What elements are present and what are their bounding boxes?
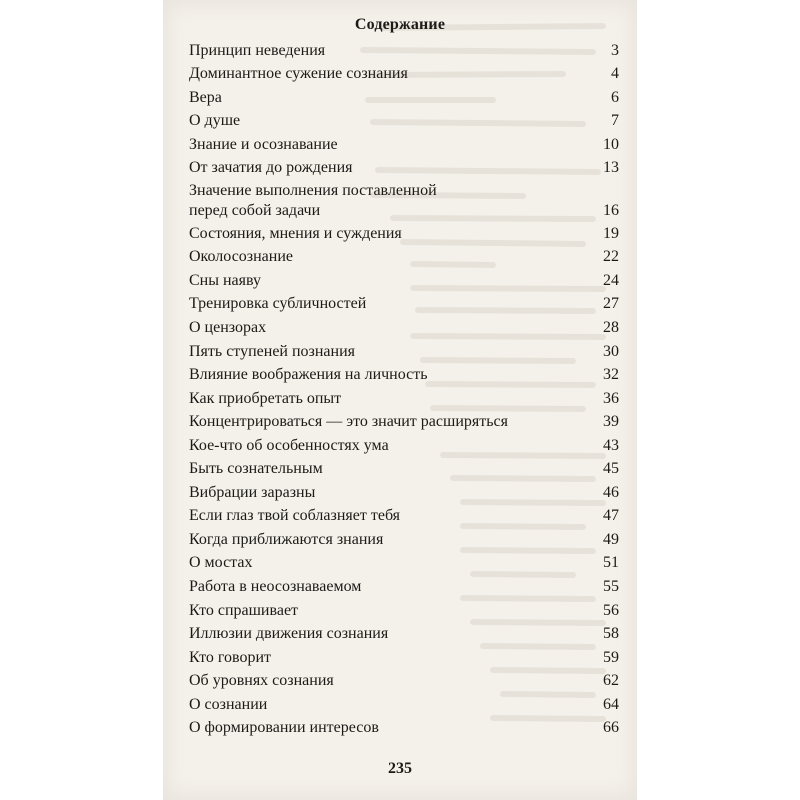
toc-entry	[189, 457, 619, 481]
toc-entry-page: 43	[603, 436, 619, 454]
toc-entry-page: 27	[603, 295, 619, 313]
toc-entry-page: 66	[603, 719, 619, 737]
toc-entry-title: Влияние воображения на личность	[189, 366, 428, 384]
toc-entry-page: 46	[603, 483, 619, 501]
toc-entry-title: Знание и осознавание	[189, 135, 338, 153]
toc-entry	[189, 504, 619, 528]
toc-entry	[189, 574, 619, 598]
toc-entry-page: 39	[603, 413, 619, 431]
toc-entry-page: 22	[603, 248, 619, 266]
toc-entry-page: 32	[603, 366, 619, 384]
toc-entry-page: 28	[603, 319, 619, 337]
toc-entry	[189, 645, 619, 669]
toc-entry-title: О сознании	[189, 695, 268, 713]
toc-entry	[189, 692, 619, 716]
toc-entry-page: 59	[603, 648, 619, 666]
toc-entry-title: Как приобретать опыт	[189, 389, 342, 407]
toc-entry	[189, 598, 619, 622]
toc-entry-title: Об уровнях сознания	[189, 672, 334, 690]
toc-entry-page: 6	[611, 88, 619, 106]
toc-entry-page: 51	[603, 554, 619, 572]
toc-entry	[189, 551, 619, 575]
toc-entry	[189, 527, 619, 551]
toc-entry-page: 55	[603, 578, 619, 596]
toc-entry-title: Кто говорит	[189, 648, 272, 666]
toc-entry	[189, 109, 619, 133]
toc-entry-title: О душе	[189, 112, 241, 130]
toc-entry-title: О цензорах	[189, 319, 267, 337]
toc-entry-title: Быть сознательным	[189, 460, 323, 478]
toc-entry-page: 30	[603, 342, 619, 360]
page-title: Содержание	[354, 16, 446, 33]
toc-entry-title: Концентрироваться — это значит расширяться	[189, 413, 508, 431]
toc-entry-page: 24	[603, 271, 619, 289]
toc-entry-title: Значение выполнения поставленной перед собой задачи	[189, 182, 437, 220]
toc-entry-page: 56	[603, 601, 619, 619]
toc-entry-page: 58	[603, 625, 619, 643]
toc-entry-title: Пять ступеней познания	[189, 342, 356, 360]
toc-entry	[189, 85, 619, 109]
toc-entry	[189, 245, 619, 269]
toc-entry	[189, 38, 619, 62]
toc-entry-page: 3	[611, 41, 619, 59]
toc-entry-title: Принцип неведения	[189, 41, 326, 59]
toc-entry	[189, 480, 619, 504]
toc-entry-title: Вера	[189, 88, 222, 106]
toc-entry-title: Иллюзии движения сознания	[189, 625, 389, 643]
toc-entry-page: 10	[603, 135, 619, 153]
toc-entry-title: Кто спрашивает	[189, 601, 299, 619]
toc-entry-page: 36	[603, 389, 619, 407]
toc-entry-title: Сны наяву	[189, 271, 262, 289]
toc-entry-page: 19	[603, 224, 619, 242]
toc-entry-page: 13	[603, 159, 619, 177]
toc-entry	[189, 221, 619, 245]
toc-entry	[189, 292, 619, 316]
toc-entry-title: О формировании интересов	[189, 719, 379, 737]
toc-entry	[189, 669, 619, 693]
toc-entry	[189, 179, 619, 221]
toc-entry	[189, 268, 619, 292]
toc-entry-title: От зачатия до рождения	[189, 159, 353, 177]
toc-entry	[189, 132, 619, 156]
toc-entry-page: 16	[603, 202, 619, 220]
toc-entry-page: 49	[603, 530, 619, 548]
toc-entry	[189, 386, 619, 410]
toc-entry-page: 7	[611, 112, 619, 130]
toc-entry-title: Когда приближаются знания	[189, 530, 384, 548]
toc-entry-title: Кое-что об особенностях ума	[189, 436, 389, 454]
toc-entry-page: 62	[603, 672, 619, 690]
toc-entry	[189, 433, 619, 457]
toc-entry-title: О мостах	[189, 554, 253, 572]
toc-entry-page: 64	[603, 695, 619, 713]
toc-entry-title: Вибрации заразны	[189, 483, 316, 501]
toc-entry	[189, 363, 619, 387]
table-of-contents	[189, 38, 619, 739]
toc-entry-title: Если глаз твой соблазняет тебя	[189, 507, 401, 525]
toc-entry-title: Доминантное сужение сознания	[189, 65, 408, 83]
toc-entry	[189, 315, 619, 339]
toc-entry-title: Тренировка субличностей	[189, 295, 367, 313]
toc-entry-title: Околосознание	[189, 248, 293, 266]
toc-entry	[189, 716, 619, 740]
toc-entry-page: 47	[603, 507, 619, 525]
toc-entry-title: Работа в неосознаваемом	[189, 578, 362, 596]
toc-entry-title: Состояния, мнения и суждения	[189, 224, 402, 242]
toc-entry	[189, 622, 619, 646]
toc-entry	[189, 62, 619, 86]
toc-entry	[189, 156, 619, 180]
page-number: 235	[388, 760, 412, 777]
toc-entry	[189, 410, 619, 434]
book-page	[163, 0, 637, 800]
toc-entry-page: 45	[603, 460, 619, 478]
toc-entry	[189, 339, 619, 363]
toc-entry-page: 4	[611, 65, 619, 83]
